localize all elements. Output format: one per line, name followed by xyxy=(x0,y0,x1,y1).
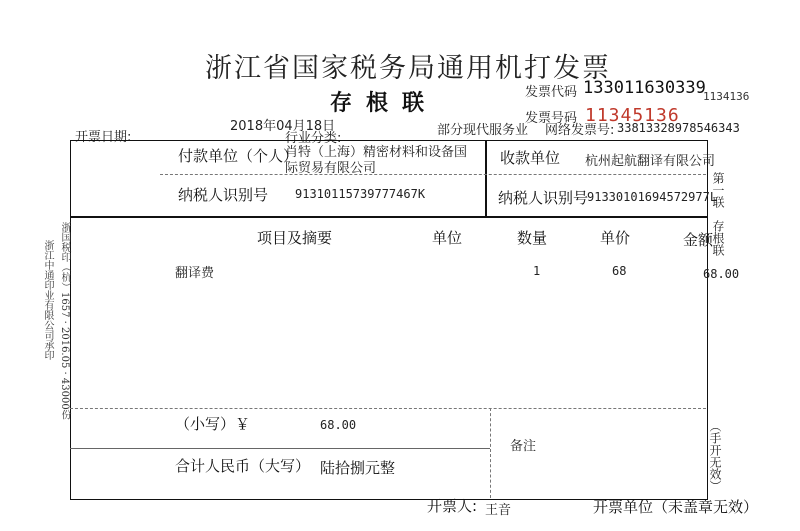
issuer-label: 开票人: xyxy=(427,497,478,515)
network-invoice-label: 网络发票号: xyxy=(545,123,615,138)
invoice-code-stamp: 1134136 xyxy=(703,90,750,103)
payer-name-label: 付款单位（个人） xyxy=(178,147,299,165)
issuer-unit-label: 开票单位（未盖章无效） xyxy=(593,498,759,516)
payer-tax-id-label: 纳税人识别号 xyxy=(178,186,269,204)
col-header-item: 项目及摘要 xyxy=(257,229,333,247)
invoice-code-label: 发票代码 xyxy=(525,85,578,100)
col-header-quantity: 数量 xyxy=(517,229,548,247)
handwritten-invalid-note: （手开无效） xyxy=(708,420,722,492)
printer-info-line1: 浙国税印（杭）1657 · 2016.05 · 43000份 xyxy=(59,222,70,420)
payee-name-label: 收款单位 xyxy=(500,149,561,167)
invoice-title: 浙江省国家税务局通用机打发票 xyxy=(205,53,611,84)
col-header-price: 单价 xyxy=(600,229,631,247)
totals-top-dashed xyxy=(70,408,706,409)
item-row-quantity: 1 xyxy=(533,264,541,278)
network-invoice-number: 33813328978546343 xyxy=(617,121,740,135)
payee-name: 杭州起航翻译有限公司 xyxy=(585,154,716,169)
remarks-label: 备注 xyxy=(510,439,537,454)
invoice-subtitle: 存根联 xyxy=(330,91,439,116)
invoice-number: 11345136 xyxy=(585,105,680,126)
payer-payee-divider xyxy=(485,140,487,216)
total-small-value: 68.00 xyxy=(320,418,357,432)
col-header-amount: 金额 xyxy=(683,231,714,249)
total-small-label: （小写）￥ xyxy=(175,415,251,433)
item-row-name: 翻译费 xyxy=(175,266,215,281)
col-header-unit: 单位 xyxy=(432,229,463,247)
printer-info-line2: 浙江中通印业有限公司承印 xyxy=(42,240,53,360)
issuer-name: 王音 xyxy=(485,503,512,518)
remarks-divider xyxy=(490,408,491,498)
industry-label: 行业分类: xyxy=(285,131,342,146)
payer-name-line2: 际贸易有限公司 xyxy=(285,161,377,176)
item-row-amount: 68.00 xyxy=(703,267,740,281)
invoice-code: 133011630339 xyxy=(583,78,706,98)
issue-date-label: 开票日期: xyxy=(75,130,132,145)
item-row-price: 68 xyxy=(612,264,627,278)
issue-date: 2018年04月18日 xyxy=(230,119,336,134)
payee-tax-id-label: 纳税人识别号 xyxy=(498,189,589,207)
industry-value: 部分现代服务业 xyxy=(437,123,529,138)
total-big-label: 合计人民币（大写） xyxy=(175,457,311,475)
payer-name-line1: 肖特（上海）精密材料和设备国 xyxy=(285,145,468,160)
totals-mid-line xyxy=(70,448,490,449)
header-bottom-line xyxy=(70,216,708,218)
row-divider-1 xyxy=(160,174,706,175)
copy-number: 第一联 xyxy=(711,172,725,208)
copy-name: 存根联 xyxy=(711,220,725,256)
payer-tax-id: 91310115739777467K xyxy=(295,187,426,201)
payee-tax-id: 91330101694572977L xyxy=(587,190,718,204)
invoice-number-label: 发票号码 xyxy=(525,111,578,126)
total-big-value: 陆拾捌元整 xyxy=(320,459,396,477)
